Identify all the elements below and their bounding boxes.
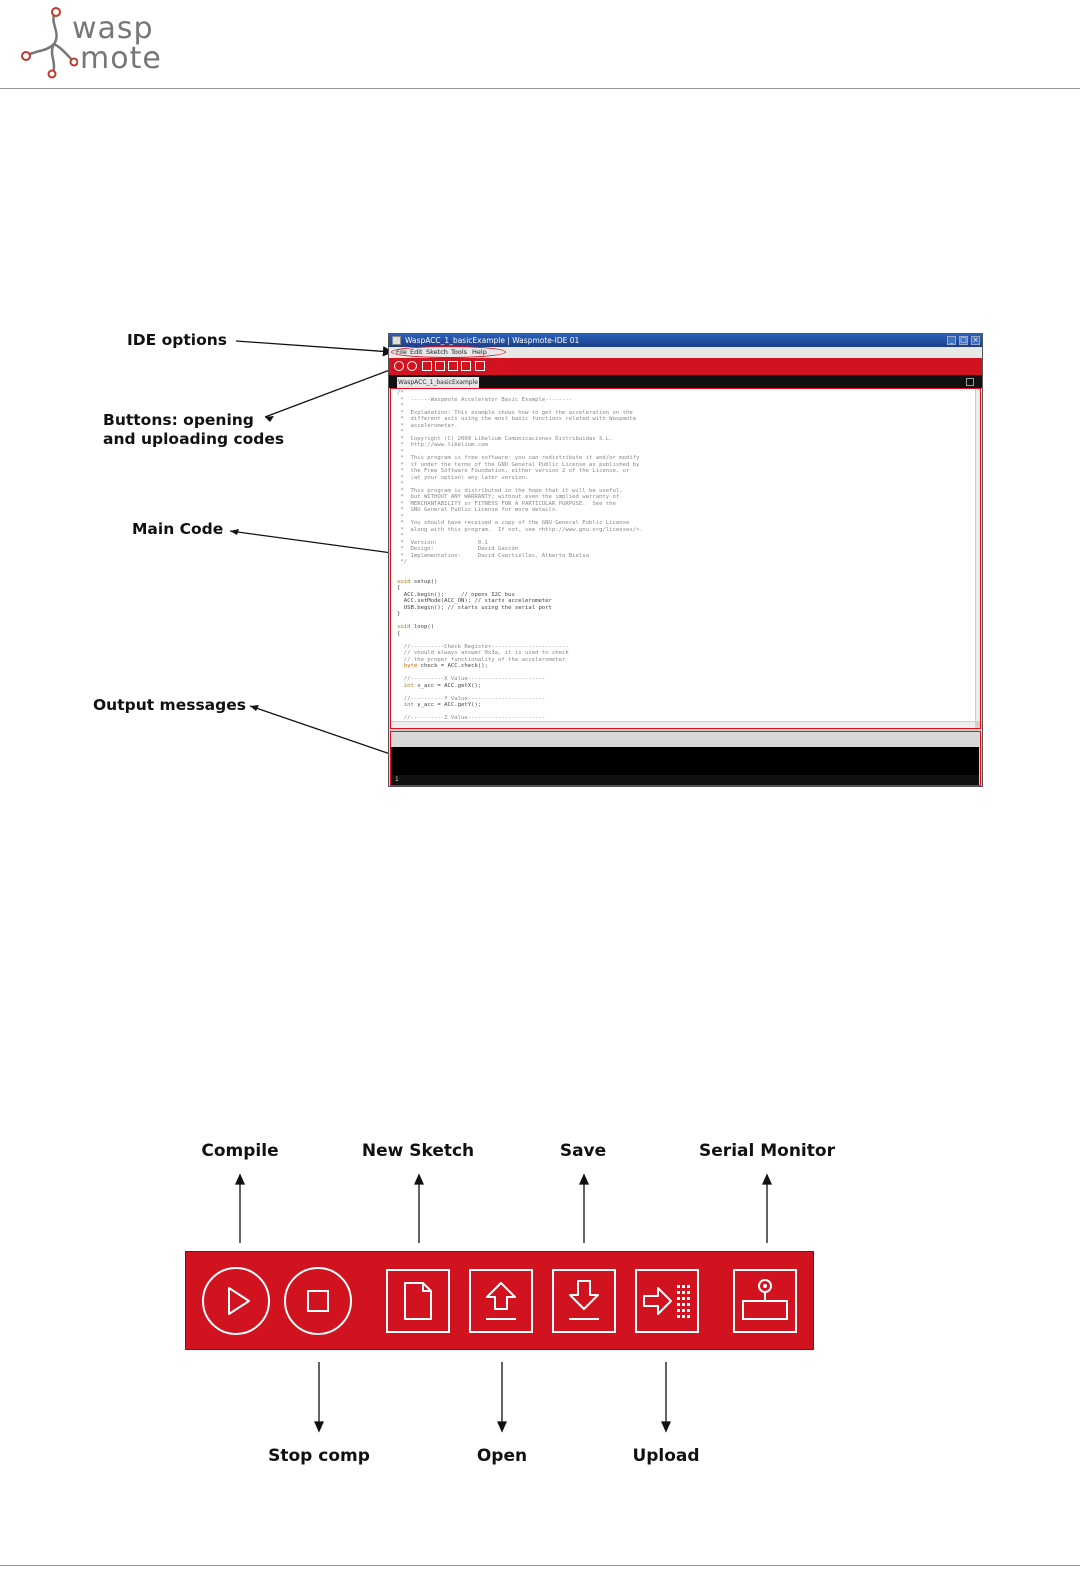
arrow-main-code [230, 531, 392, 553]
new-sketch-document-icon[interactable] [386, 1269, 450, 1333]
highlight-main-code [390, 388, 981, 729]
code-line: ACC.begin(); // opens I2C bus [397, 591, 515, 598]
code-line: * [397, 481, 404, 487]
upload-to-board-icon[interactable] [635, 1269, 699, 1333]
label-upload: Upload [632, 1446, 700, 1466]
logo-text-mote: mote [80, 41, 162, 76]
menu-tools[interactable]: Tools [451, 348, 468, 356]
compile-play-icon[interactable] [201, 1266, 271, 1336]
label-new-sketch: New Sketch [361, 1141, 475, 1161]
code-line: */ [397, 559, 408, 565]
ide-toolbar-enlarged [185, 1251, 814, 1350]
ide-window-title: WaspACC_1_basicExample | Waspmote-IDE 01 [405, 336, 580, 345]
code-line: * [397, 403, 404, 409]
highlight-buttons [391, 359, 499, 374]
arrow-ide-options [236, 341, 392, 352]
code-line: * [397, 513, 404, 520]
code-line: * [397, 448, 404, 455]
highlight-output [390, 731, 981, 786]
logo-mark-icon [18, 4, 78, 82]
code-line: // should always answer 0x3a, it is used to check [397, 650, 569, 656]
arrow-output [250, 706, 396, 756]
label-open: Open [476, 1446, 528, 1466]
arrow-buttons [265, 368, 395, 417]
close-icon[interactable]: × [972, 336, 979, 344]
minimize-icon[interactable]: _ [947, 336, 956, 345]
menu-help[interactable]: Help [472, 348, 487, 356]
code-line: * ------Waspmote Accelerator Basic Example-------- [397, 396, 573, 403]
code-line: //----------Z Value----------------------- [397, 715, 546, 721]
menu-file[interactable]: File [396, 348, 407, 356]
code-line: //----------Y Value----------------------- [397, 695, 546, 702]
label-save: Save [559, 1141, 607, 1161]
app-icon [392, 336, 401, 345]
code-line: * Explanation: This example shows how to get the acceleration on the [397, 409, 633, 416]
callout-main-code: Main Code [132, 520, 224, 538]
code-line: * Copyright (C) 2009 Libelium Comunicaciones Distribuidas S.L. [397, 435, 613, 442]
label-serial-monitor: Serial Monitor [699, 1141, 835, 1161]
code-line: } [397, 611, 401, 617]
code-line: /* [397, 390, 404, 396]
ide-tabbar [389, 375, 982, 388]
code-line: * Implementation: David Cuartielles, Alberto Bielsa [397, 552, 589, 559]
ide-titlebar [389, 334, 982, 347]
code-line: // the proper functionality of the accelerometer [397, 656, 566, 663]
sketch-tab[interactable]: WaspACC_1_basicExample [398, 379, 478, 386]
callout-output-messages: Output messages [93, 696, 246, 714]
code-line: { [397, 630, 401, 637]
ide-window [388, 333, 983, 787]
footer-divider [0, 1565, 1080, 1566]
code-line: void setup() [397, 578, 438, 585]
menu-sketch[interactable]: Sketch [426, 348, 448, 356]
code-line: * [397, 429, 404, 435]
code-line: byte check = ACC.check(); [403, 663, 488, 669]
code-line: //----------X Value----------------------- [397, 676, 546, 682]
label-compile: Compile [201, 1141, 279, 1161]
code-line: int x_acc = ACC.getX(); [403, 682, 482, 689]
line-number-status: 1 [391, 775, 979, 785]
code-line: USB.begin(); // starts using the serial port [397, 604, 552, 611]
code-line: * Version: 0.1 [397, 539, 488, 546]
code-line: * but WITHOUT ANY WARRANTY; without even the implied warranty of [397, 494, 620, 500]
logo-text-wasp: wasp [72, 11, 154, 46]
code-line: { [397, 585, 401, 591]
code-line: * Design: David Gascón [397, 546, 519, 552]
code-line: ACC.setMode(ACC_ON); // starts accelerometer [397, 598, 552, 604]
code-line: * This program is distributed in the hope that it will be useful, [397, 487, 623, 494]
code-line: * http://www.libelium.com [397, 442, 488, 448]
serial-monitor-icon[interactable] [733, 1269, 797, 1333]
code-line: * This program is free software: you can redistribute it and/or modify [397, 455, 640, 461]
code-line: * the Free Software Foundation, either version 2 of the License, or [397, 468, 630, 474]
open-upload-arrow-icon[interactable] [469, 1269, 533, 1333]
code-line: * MERCHANTABILITY or FITNESS FOR A PARTICULAR PURPOSE. See the [397, 500, 616, 507]
code-line: * GNU General Public License for more details. [397, 507, 559, 513]
header-divider [0, 88, 1080, 89]
save-download-arrow-icon[interactable] [552, 1269, 616, 1333]
code-line: * it under the terms of the GNU General Public License as published by [397, 461, 640, 468]
code-line: void loop() [397, 624, 435, 630]
tab-menu-icon[interactable] [966, 378, 974, 386]
code-line: * accelerometer. [397, 422, 458, 429]
code-line: * [397, 533, 404, 539]
code-line: * along with this program. If not, see <http://www.gnu.org/licenses/>. [397, 526, 643, 533]
code-line: * (at your option) any later version. [397, 474, 529, 481]
menu-edit[interactable]: Edit [410, 348, 423, 356]
stop-square-icon[interactable] [283, 1266, 353, 1336]
code-line: * You should have received a copy of the GNU General Public License [397, 520, 630, 526]
maximize-icon[interactable]: □ [960, 336, 967, 344]
callout-ide-options: IDE options [127, 331, 227, 349]
label-stop-comp: Stop comp [268, 1446, 370, 1466]
waspmote-logo [18, 4, 198, 82]
callout-buttons-line2: and uploading codes [103, 430, 285, 448]
callout-buttons-line1: Buttons: opening [103, 411, 254, 429]
code-line: * different axis using the most basic functions related with Waspmote [397, 416, 637, 422]
code-line: int y_acc = ACC.getY(); [403, 702, 482, 708]
highlight-menu [391, 346, 506, 358]
code-line: //----------Check Register----------------------- [397, 643, 569, 650]
